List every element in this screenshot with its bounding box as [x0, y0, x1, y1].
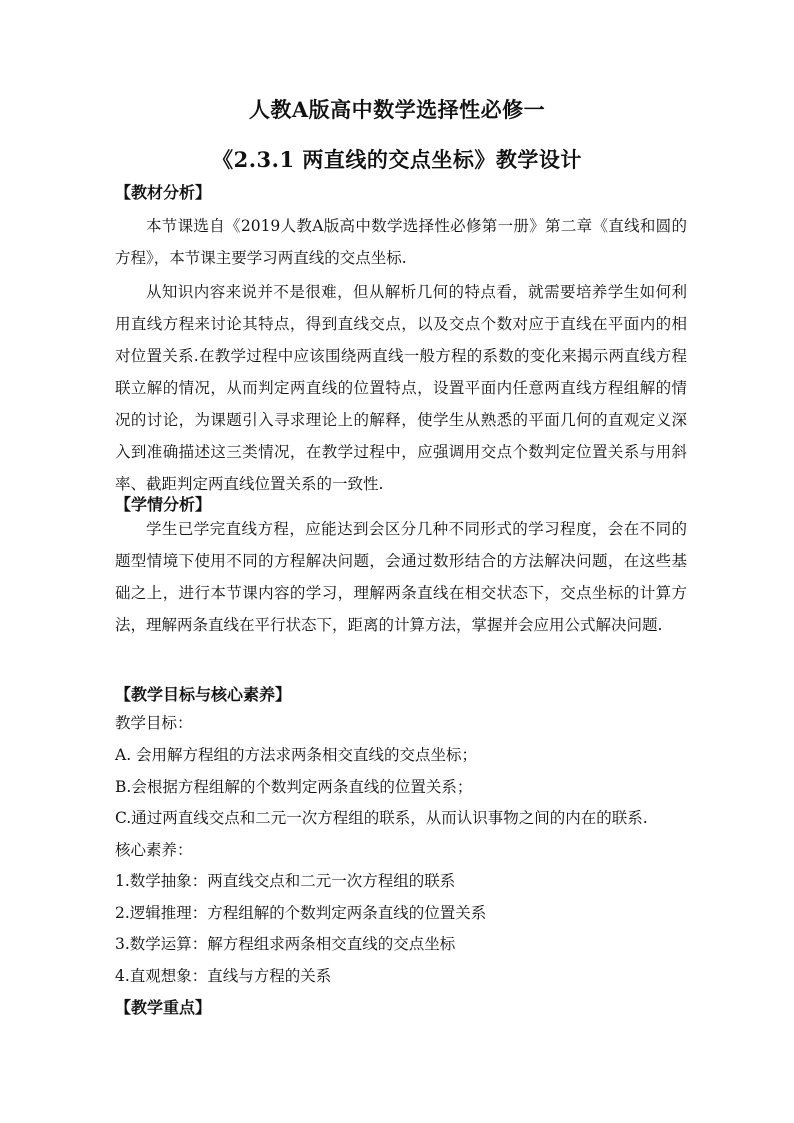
core-item-2: 2.逻辑推理：方程组解的个数判定两条直线的位置关系	[115, 904, 487, 922]
paragraph-student-analysis: 学生已学完直线方程，应能达到会区分几种不同形式的学习程度，会在不同的题型情境下使用不同的方程解决问题，会通过数形结合的方法解决问题，在这些基础之上，进行本节课内容的学习，理解两条直线在相交状态下，交点坐标的计算方法，理解两条直线在平行状态下，距离的计算方法，掌握并会应用公式解决问题.	[115, 520, 687, 634]
core-label: 核心素养：	[115, 841, 193, 859]
goal-c: C.通过两直线交点和二元一次方程组的联系，从而认识事物之间的内在的联系.	[115, 809, 648, 827]
goal-b: B.会根据方程组解的个数判定两条直线的位置关系；	[115, 778, 473, 796]
section-heading-goals: 【教学目标与核心素养】	[115, 685, 292, 704]
document-title-line2: 《2.3.1 两直线的交点坐标》教学设计	[212, 147, 582, 172]
core-item-4: 4.直观想象：直线与方程的关系	[115, 967, 332, 985]
paragraph-textbook-analysis-2: 从知识内容来说并不是很难，但从解析几何的特点看，就需要培养学生如何利用直线方程来讨论其特点，得到直线交点，以及交点个数对应于直线在平面内的相对位置关系.在教学过程中应该围绕两直线一般方程的系数的变化来揭示两直线方程联立解的情况，从而判定两直线的位置特点，设置平面内任意两直线方程组解的情况的讨论，为课题引入寻求理论上的解释，使学生从熟悉的平面几何的直观定义深入到准确描述这三类情况，在教学过程中，应强调用交点个数判定位置关系与用斜率、截距判定两直线位置关系的一致性.	[115, 283, 687, 493]
paragraph-textbook-analysis-1: 本节课选自《2019人教A版高中数学选择性必修第一册》第二章《直线和圆的方程》，本节课主要学习两直线的交点坐标.	[115, 217, 687, 267]
core-item-3: 3.数学运算：解方程组求两条相交直线的交点坐标	[115, 935, 456, 953]
core-item-1: 1.数学抽象：两直线交点和二元一次方程组的联系	[115, 872, 456, 890]
section-heading-key-points: 【教学重点】	[115, 998, 212, 1017]
goal-label: 教学目标：	[115, 714, 193, 732]
section-heading-textbook-analysis: 【教材分析】	[115, 183, 212, 202]
document-title-line1: 人教A版高中数学选择性必修一	[248, 97, 546, 122]
goal-a: A. 会用解方程组的方法求两条相交直线的交点坐标；	[115, 746, 478, 764]
section-heading-student-analysis: 【学情分析】	[115, 495, 212, 514]
